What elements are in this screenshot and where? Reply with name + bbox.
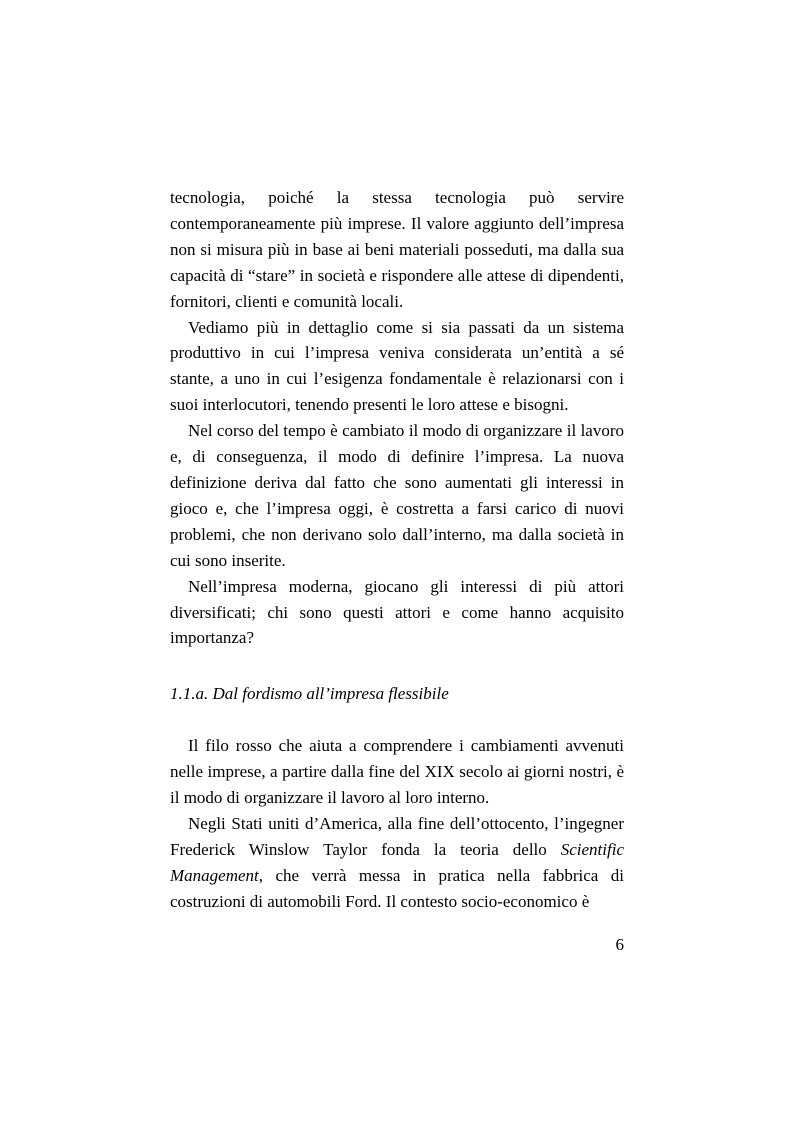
paragraph-2: Vediamo più in dettaglio come si sia passati da un sistema produttivo in cui l’impresa veniva considerata un’entità a sé stante, a uno in cui l’esigenza fondamentale è relazionarsi con i suoi interlocutori, tenendo presenti le loro attese e bisogni. — [170, 317, 624, 415]
page-number: 6 — [615, 935, 624, 954]
section-paragraph-2-before: Negli Stati uniti d’America, alla fine dell’ottocento, l’ingegner Frederick Winslow Taylor fonda la teoria dello — [170, 813, 624, 859]
section-paragraph-1: Il filo rosso che aiuta a comprendere i cambiamenti avvenuti nelle imprese, a partire dalla fine del XIX secolo ai giorni nostri, è il modo di organizzare il lavoro al loro interno. — [170, 736, 624, 808]
section-paragraph-2-after: , che verrà messa in pratica nella fabbrica di costruzioni di automobili Ford. Il contesto socio-economico è — [170, 865, 624, 911]
section-heading: 1.1.a. Dal fordismo all’impresa flessibile — [170, 684, 449, 704]
paragraph-1: tecnologia, poiché la stessa tecnologia può servire contemporaneamente più imprese. Il valore aggiunto dell’impresa non si misura più in base ai beni materiali posseduti, ma dalla sua capacità di “stare” in società e rispondere alle attese di dipendenti, fornitori, clienti e comunità locali. — [170, 188, 624, 311]
paragraph-3: Nel corso del tempo è cambiato il modo di organizzare il lavoro e, di conseguenza, il modo di definire l’impresa. La nuova definizione deriva dal fatto che sono aumentati gli interessi in gioco e, che l’impresa oggi, è costretta a farsi carico di nuovi problemi, che non derivano solo dall’interno, ma dalla società in cui sono inserite. — [170, 421, 624, 570]
paragraph-4: Nell’impresa moderna, giocano gli interessi di più attori diversificati; chi sono questi attori e come hanno acquisito importanza? — [170, 576, 624, 648]
scientific-management-term: Scientific Management — [170, 839, 624, 885]
section-paragraph-2 — [170, 811, 624, 915]
page-body — [170, 185, 624, 915]
